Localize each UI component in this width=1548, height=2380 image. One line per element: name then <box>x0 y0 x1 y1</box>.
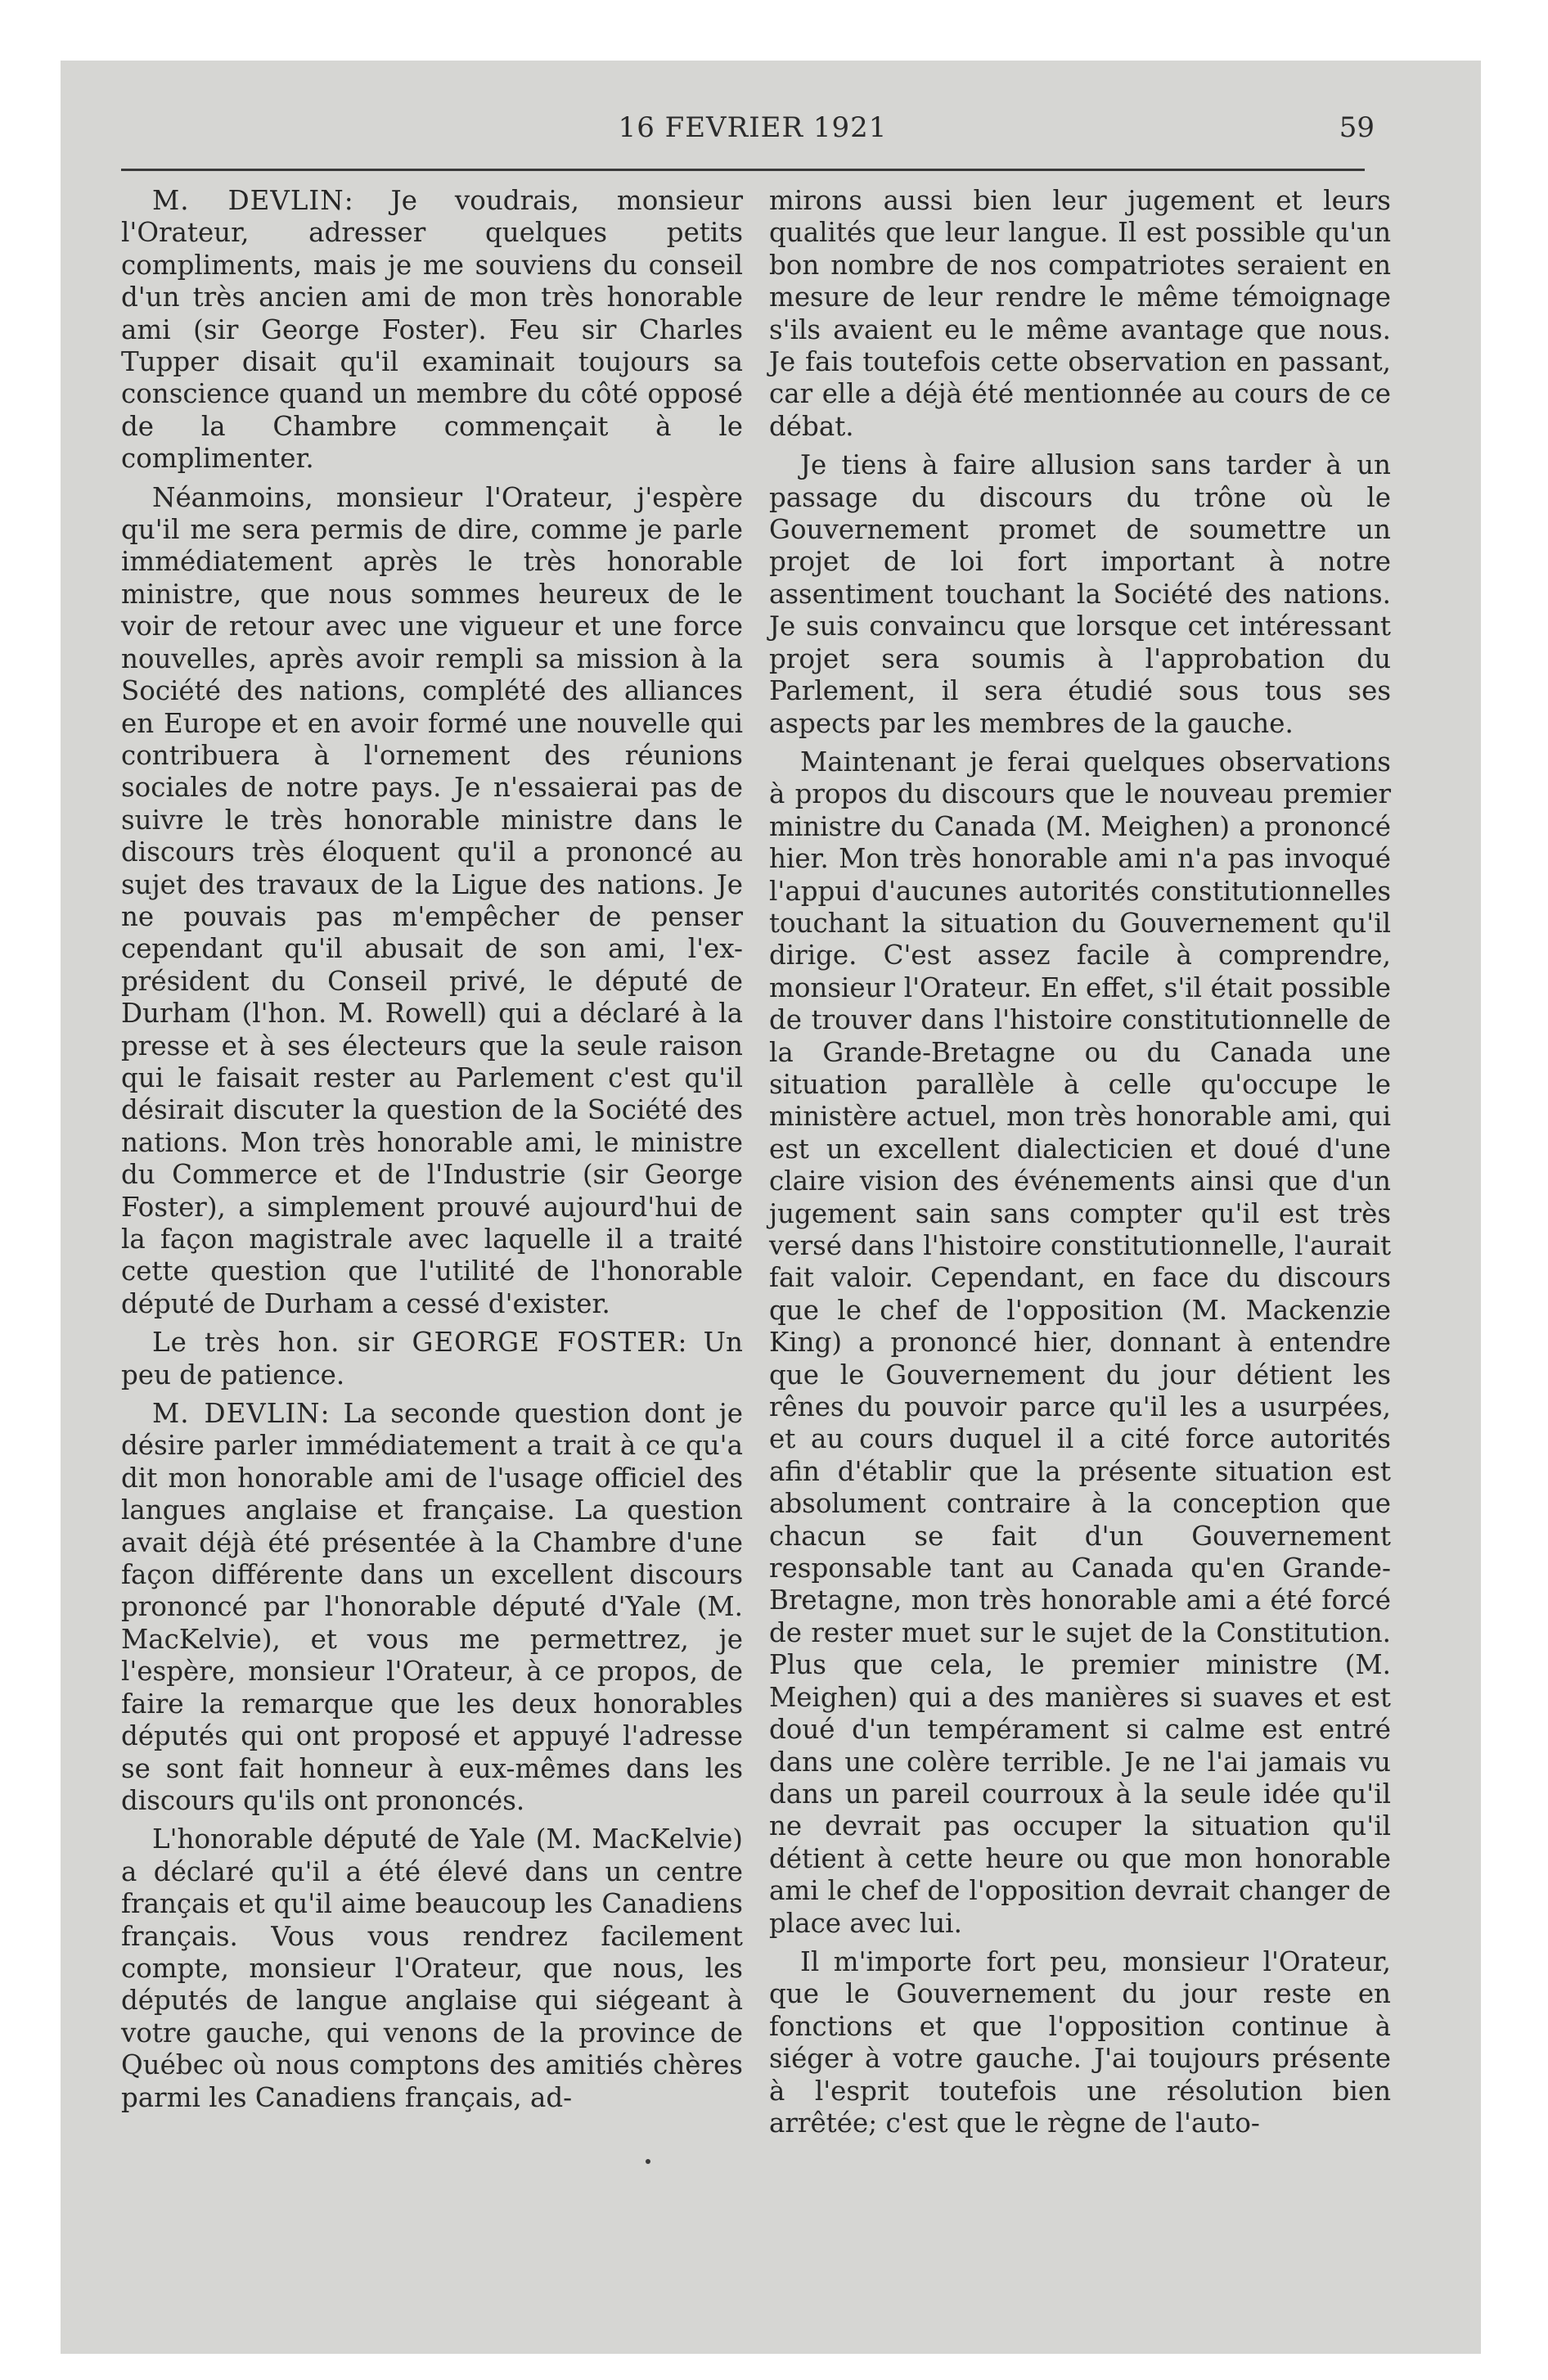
right-column <box>769 185 1391 2146</box>
paragraph: Néanmoins, monsieur l'Orateur, j'espère qu'il me sera permis de dire, comme je parle immédiatement après le très honorable ministre, que nous sommes heureux de le voir de retour avec une vigueur et une force nouvelles, après avoir rempli sa mission à la Société des nations, complété des alliances en Europe et en avoir formé une nouvelle qui contribuera à l'ornement des réunions sociales de notre pays. Je n'essaierai pas de suivre le très honorable ministre dans le discours très éloquent qu'il a prononcé au sujet des travaux de la Ligue des nations. Je ne pouvais pas m'empêcher de penser cependant qu'il abusait de son ami, l'ex-président du Conseil privé, le député de Durham (l'hon. M. Rowell) qui a déclaré à la presse et à ses électeurs que la seule raison qui le faisait rester au Parlement c'est qu'il désirait discuter la question de la Société des nations. Mon très honorable ami, le ministre du Commerce et de l'Industrie (sir George Foster), a simplement prouvé aujourd'hui de la façon magistrale avec laquelle il a traité cette question que l'utilité de l'honorable député de Durham a cessé d'exister. <box>121 481 743 1319</box>
speaker-name: M. DEVLIN <box>152 185 344 216</box>
paragraph-text: : Je voudrais, monsieur l'Orateur, adresser quelques petits compliments, mais je me souviens du conseil d'un très ancien ami de mon très honorable ami (sir George Foster). Feu sir Charles Tupper disait qu'il examinait toujours sa conscience quand un membre du côté opposé de la Chambre commençait à le complimenter. <box>121 185 743 475</box>
page-number: 59 <box>1339 111 1375 144</box>
paragraph-text: : La seconde question dont je désire parler immédiatement a trait à ce qu'a dit mon honorable ami de l'usage officiel des langues anglaise et française. La question avait déjà été présentée à la Chambre d'une façon différente dans un excellent discours prononcé par l'honorable député d'Yale (M. MacKelvie), et vous me permettrez, je l'espère, monsieur l'Orateur, à ce propos, de faire la remarque que les deux honorables députés qui ont proposé et appuyé l'adresse se sont fait honneur à eux-mêmes dans les discours qu'ils ont prononcés. <box>121 1398 743 1816</box>
paragraph: Maintenant je ferai quelques observations à propos du discours que le nouveau premier ministre du Canada (M. Meighen) a prononcé hier. Mon très honorable ami n'a pas invoqué l'appui d'aucunes autorités constitutionnelles touchant la situation du Gouvernement qu'il dirige. C'est assez facile à comprendre, monsieur l'Orateur. En effet, s'il était possible de trouver dans l'histoire constitutionnelle de la Grande-Bretagne ou du Canada une situation parallèle à celle qu'occupe le ministère actuel, mon très honorable ami, qui est un excellent dialecticien et doué d'une claire vision des événements ainsi que d'un jugement sain sans compter qu'il est très versé dans l'histoire constitutionnelle, l'aurait fait valoir. Cependant, en face du discours que le chef de l'opposition (M. Mackenzie King) a prononcé hier, donnant à entendre que le Gouvernement du jour détient les rênes du pouvoir parce qu'il les a usurpées, et au cours duquel il a cité force autorités afin d'établir que la présente situation est absolument contraire à la conception que chacun se fait d'un Gouvernement responsable tant au Canada qu'en Grande-Bretagne, mon très honorable ami a été forcé de rester muet sur le sujet de la Constitution. Plus que cela, le premier ministre (M. Meighen) qui a des manières si suaves et est doué d'un tempérament si calme est entré dans une colère terrible. Je ne l'ai jamais vu dans un pareil courroux à la seule idée qu'il ne devrait pas occuper la situation qu'il détient à cette heure ou que mon honorable ami le chef de l'opposition devrait changer de place avec lui. <box>769 746 1391 1939</box>
paragraph: Je tiens à faire allusion sans tarder à un passage du discours du trône où le Gouvernement promet de soumettre un projet de loi fort important à notre assentiment touchant la Société des nations. Je suis convaincu que lorsque cet intéressant projet sera soumis à l'approbation du Parlement, il sera étudié sous tous ses aspects par les membres de la gauche. <box>769 449 1391 739</box>
left-column <box>121 185 743 2121</box>
paragraph <box>121 1327 743 1391</box>
paragraph: Il m'importe fort peu, monsieur l'Orateur, que le Gouvernement du jour reste en fonctions et que l'opposition continue à siéger à votre gauche. J'ai toujours présente à l'esprit toutefois une résolution bien arrêtée; c'est que le règne de l'auto- <box>769 1945 1391 2139</box>
paragraph: mirons aussi bien leur jugement et leurs qualités que leur langue. Il est possible qu'un bon nombre de nos compatriotes seraient en mesure de leur rendre le même témoignage s'ils avaient eu le même avantage que nous. Je fais toutefois cette observation en passant, car elle a déjà été mentionnée au cours de ce débat. <box>769 185 1391 442</box>
bottom-dot-mark <box>646 2159 650 2164</box>
speaker-name: Le très hon. sir GEORGE FOSTER <box>152 1327 678 1359</box>
paragraph-text: : Un peu de patience. <box>121 1327 743 1391</box>
paragraph <box>121 185 743 476</box>
speaker-name: M. DEVLIN <box>152 1398 321 1430</box>
header-rule <box>121 169 1365 171</box>
paragraph: L'honorable député de Yale (M. MacKelvie) a déclaré qu'il a été élevé dans un centre français et qu'il aime beaucoup les Canadiens français. Vous vous rendrez facilement compte, monsieur l'Orateur, que nous, les députés de langue anglaise qui siégeant à votre gauche, qui venons de la province de Québec où nous comptons des amitiés chères parmi les Canadiens français, ad- <box>121 1823 743 2113</box>
paragraph <box>121 1398 743 1817</box>
page-date-title: 16 FEVRIER 1921 <box>618 111 888 144</box>
page-header <box>131 111 1375 160</box>
